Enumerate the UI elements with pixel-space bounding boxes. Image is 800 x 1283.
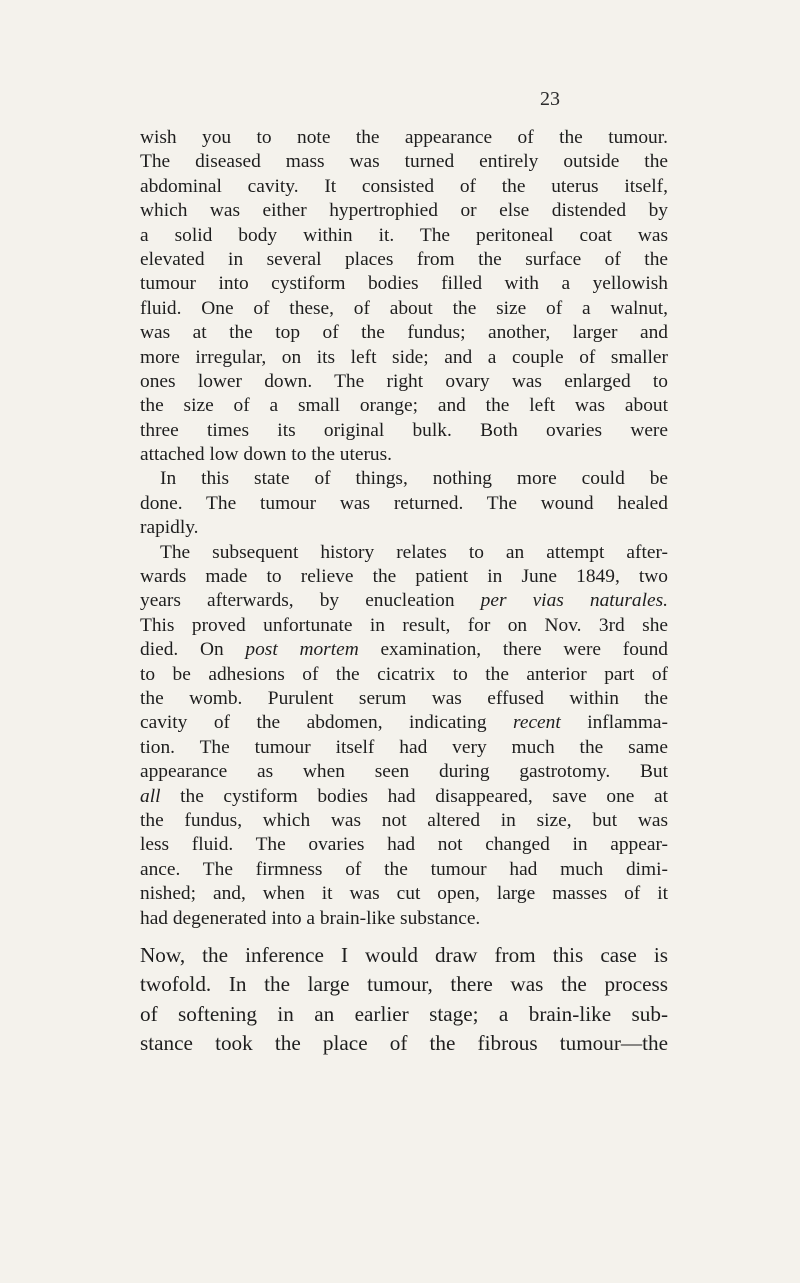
text-line: nished; and, when it was cut open, large masses of it [140,883,668,905]
text-line: to be adhesions of the cicatrix to the anterior part of [140,663,668,685]
text-line: more irregular, on its left side; and a couple of smaller [140,346,668,368]
text-line: The diseased mass was turned entirely outside the [140,151,668,173]
text-line: twofold. In the large tumour, there was the process [140,972,668,997]
text-line: of softening in an earlier stage; a brain-like sub- [140,1001,668,1026]
text-line: cavity of the abdomen, indicating recent inflamma- [140,712,668,734]
text-line: done. The tumour was returned. The wound healed [140,492,668,514]
paragraph-1 [140,126,668,467]
text-line: The subsequent history relates to an attempt after- [160,541,668,563]
paragraph-2 [140,467,668,540]
text-line: rapidly. [140,517,199,539]
text-line: wish you to note the appearance of the tumour. [140,127,668,148]
text-line: years afterwards, by enucleation per vias naturales. [140,590,668,612]
text-line: fluid. One of these, of about the size of a walnut, [140,297,668,319]
italic-phrase: recent [513,712,561,734]
paragraph-3 [140,541,668,931]
italic-phrase: all [140,785,161,807]
text-line: This proved unfortunate in result, for on Nov. 3rd she [140,614,668,636]
text-line: the size of a small orange; and the left was about [140,395,668,417]
text-line: less fluid. The ovaries had not changed in appear- [140,834,668,856]
text-line: which was either hypertrophied or else distended by [140,200,668,222]
italic-phrase: post mortem [245,639,359,661]
text-line: had degenerated into a brain-like substance. [140,907,481,929]
text-line: stance took the place of the fibrous tumour—the [140,1031,668,1056]
text-line: was at the top of the fundus; another, larger and [140,322,668,344]
text-line: the fundus, which was not altered in size, but was [140,809,668,831]
text-line: attached low down to the uterus. [140,444,393,466]
text-line: abdominal cavity. It consisted of the uterus itself, [140,175,668,197]
text-line: three times its original bulk. Both ovaries were [140,419,668,441]
body-text [140,126,668,1058]
text-line: the womb. Purulent serum was effused within the [140,687,668,709]
text-line: died. On post mortem examination, there were found [140,639,669,661]
text-line: appearance as when seen during gastrotomy. But [140,761,668,783]
page-number: 23 [540,88,560,110]
paragraph-4 [140,941,668,1059]
text-line: wards made to relieve the patient in June 1849, two [140,566,668,588]
text-line: Now, the inference I would draw from this case is [140,942,668,967]
text-line: a solid body within it. The peritoneal coat was [140,224,668,246]
text-line: In this state of things, nothing more could be [160,468,668,490]
text-line: all the cystiform bodies had disappeared, save one at [140,785,668,807]
italic-phrase: per vias naturales. [480,590,668,612]
text-line: tion. The tumour itself had very much the same [140,736,668,758]
text-line: elevated in several places from the surface of the [140,248,668,270]
text-line: ones lower down. The right ovary was enlarged to [140,370,668,392]
text-line: tumour into cystiform bodies filled with a yellowish [140,273,668,295]
text-line: ance. The firmness of the tumour had much dimi- [140,858,668,880]
